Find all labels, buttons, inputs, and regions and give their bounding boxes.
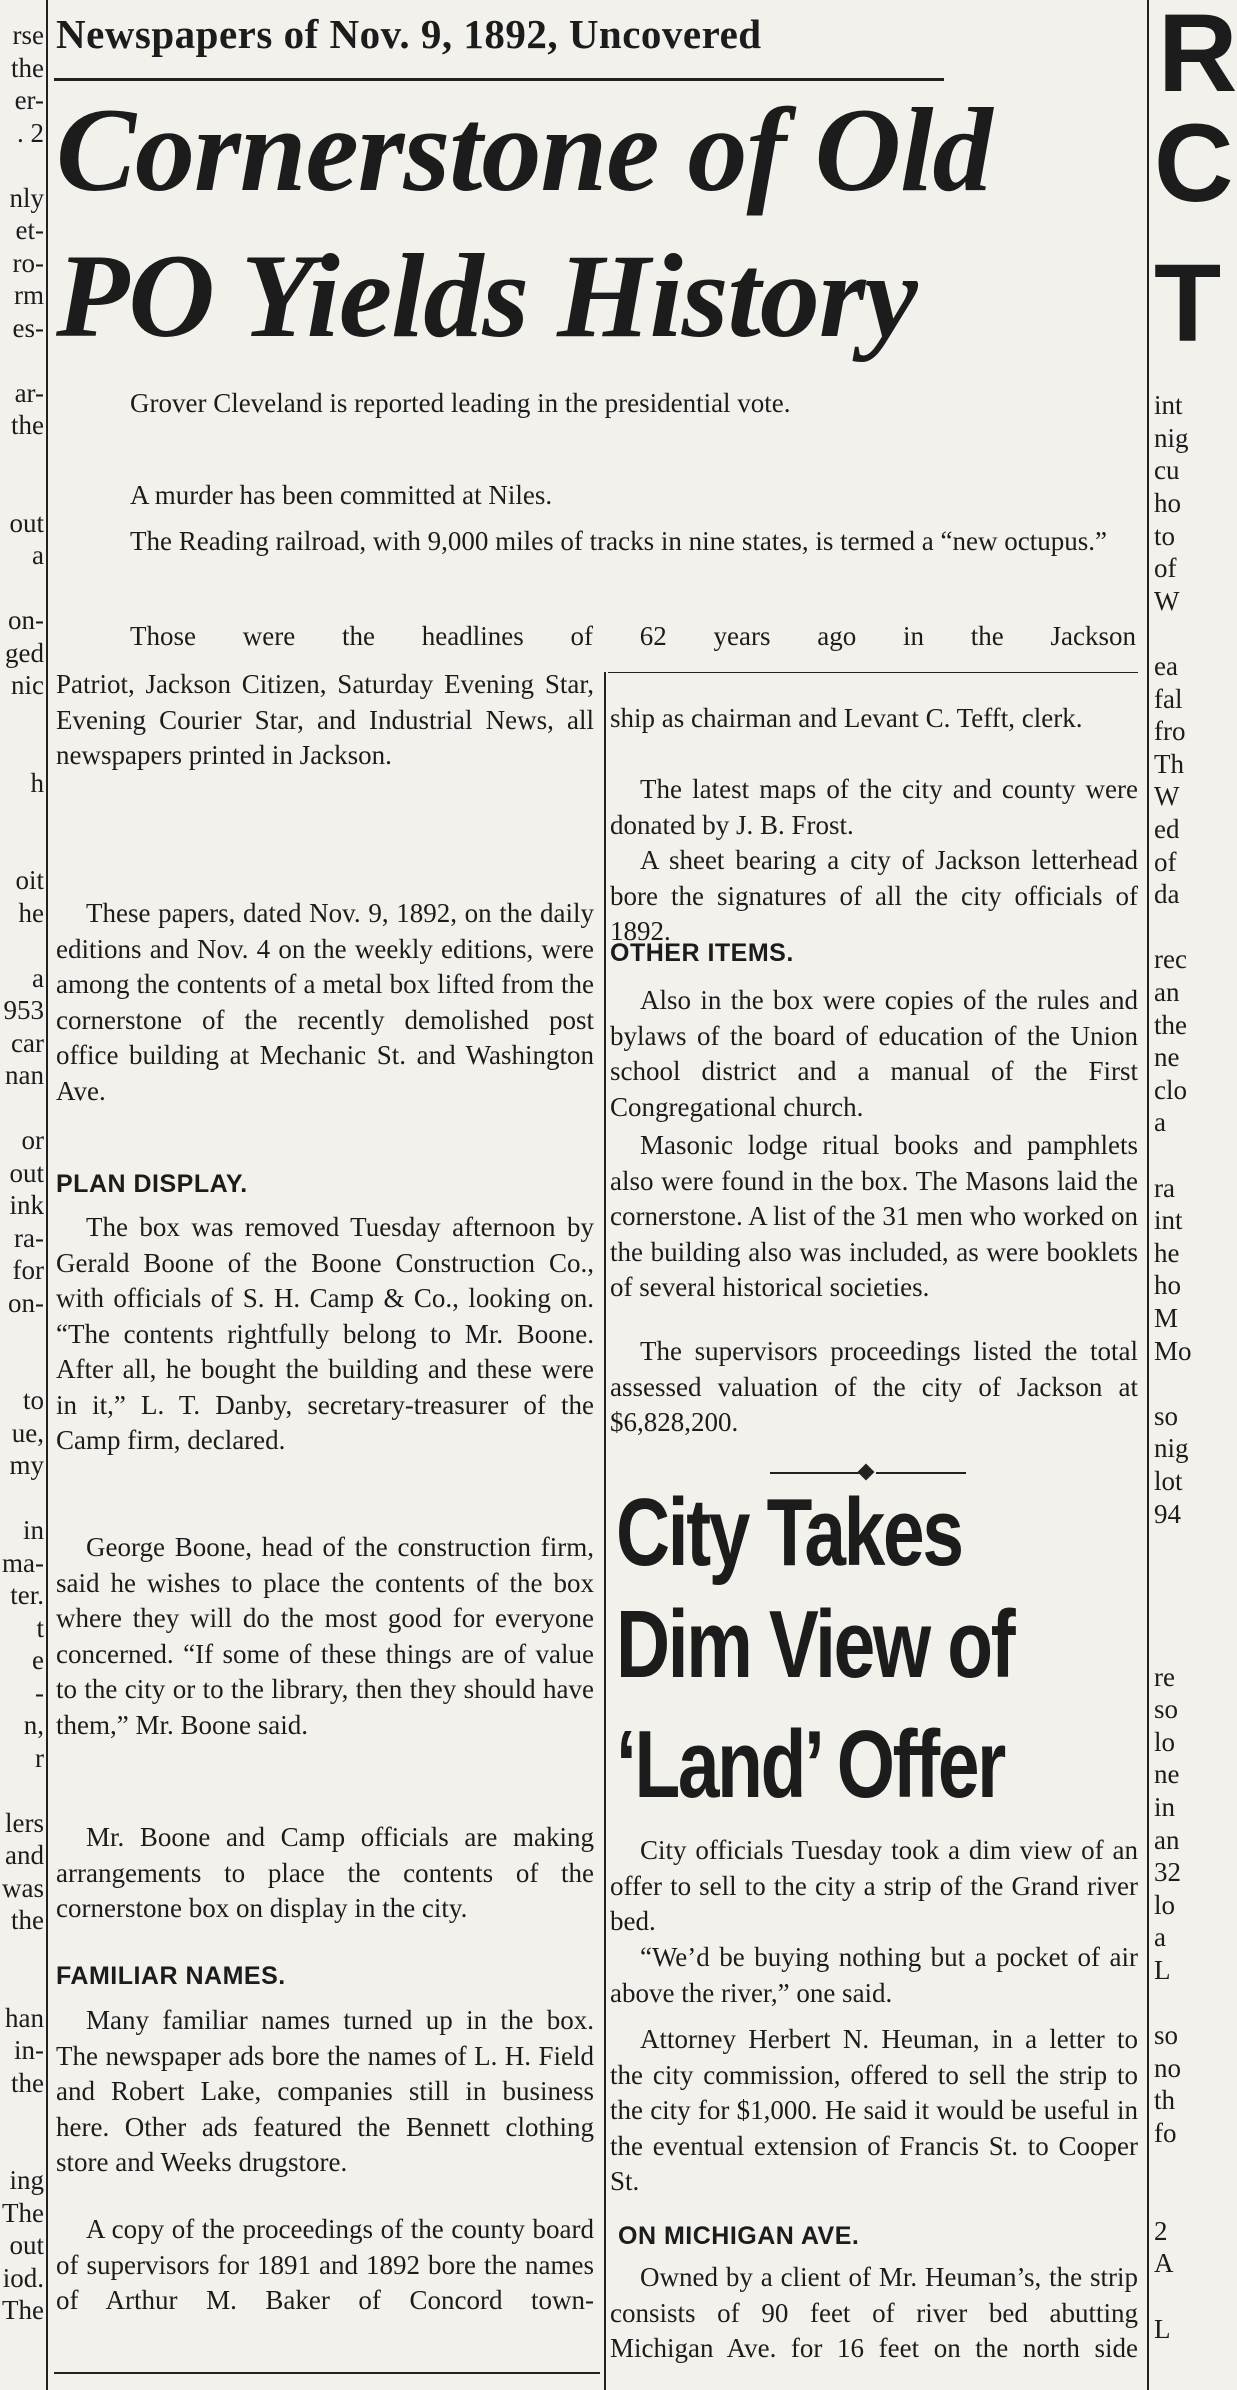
- banner-kicker: Newspapers of Nov. 9, 1892, Uncovered: [56, 11, 762, 57]
- left-fragment-line: out: [9, 2230, 44, 2260]
- story2-paragraph: Attorney Herbert N. Heuman, in a letter to the city commission, offered to sell the strip to the city for $1,000. He said it would be useful in the eventual extension of Francis St. to Cooper St.: [610, 2024, 1138, 2196]
- left-fragment-line: h: [30, 767, 44, 798]
- right-fragment-line: a: [1154, 1107, 1166, 1138]
- right-fragment-line: fo: [1154, 2118, 1177, 2148]
- left-fragment-line: to: [22, 1385, 44, 1415]
- right-fragment-line: in: [1154, 1792, 1176, 1822]
- left-fragment-line: my: [9, 1450, 44, 1480]
- right-headline-letter: C: [1154, 102, 1234, 225]
- left-fragment-line: was: [2, 1872, 44, 1903]
- left-fragment-line: et-: [15, 215, 44, 245]
- left-fragment-line: a: [32, 962, 44, 993]
- right-fragment-line: clo: [1154, 1074, 1187, 1105]
- right-fragment-line: da: [1154, 879, 1180, 910]
- banner-underline: [54, 78, 944, 81]
- right-fragment-line: W: [1154, 781, 1180, 812]
- intro-paragraph: The Reading railroad, with 9,000 miles of tracks in nine states, is termed a “new octupus.”: [130, 526, 1107, 556]
- left-fragment-line: ra-: [14, 1222, 44, 1253]
- left-fragment-line: . 2: [17, 117, 44, 148]
- right-fragment-line: an: [1154, 1824, 1180, 1855]
- left-fragment-line: ter.: [10, 1580, 44, 1610]
- right-fragment-line: so: [1154, 1400, 1179, 1431]
- left-fragment-line: out: [9, 507, 44, 538]
- left-fragment-line: -: [35, 1677, 44, 1708]
- left-fragment-line: a: [32, 540, 44, 570]
- col2-paragraph: A sheet bearing a city of Jackson letterhead bore the signatures of all the city officials of 1892.: [610, 845, 1138, 946]
- right-fragment-line: the: [1154, 1009, 1187, 1040]
- col1-paragraph: The box was removed Tuesday afternoon by Gerald Boone of the Boone Construction Co., with officials of S. H. Camp & Co., looking on. “The contents rightfully belong to Mr. Boone. After all, he bought the building and these were in it,” L. T. Danby, secretary-treasurer of the Camp firm, declared.: [56, 1212, 594, 1455]
- left-fragment-line: and: [5, 1840, 44, 1870]
- left-fragment-line: the: [11, 410, 44, 440]
- right-fragment-line: to: [1154, 520, 1176, 551]
- right-fragment-line: an: [1154, 977, 1180, 1007]
- story2-subhead: ON MICHIGAN AVE.: [618, 2222, 860, 2250]
- left-fragment-line: for: [12, 1255, 44, 1285]
- right-fragment-line: 32: [1154, 1857, 1181, 1888]
- right-fragment-line: rec: [1154, 944, 1187, 975]
- right-fragment-line: 2: [1154, 2215, 1168, 2246]
- left-column-rule: [46, 0, 48, 2390]
- left-fragment-line: The: [2, 2295, 44, 2325]
- right-fragment-line: ho: [1154, 488, 1181, 518]
- right-fragment-line: of: [1154, 553, 1177, 584]
- right-headline-letter: R: [1158, 0, 1237, 115]
- right-fragment-line: lot: [1154, 1466, 1183, 1496]
- left-fragment-line: he: [18, 897, 44, 928]
- left-fragment-line: car: [11, 1027, 44, 1058]
- col1-paragraph: A copy of the proceedings of the county board of supervisors for 1891 and 1892 bore the names of Arthur M. Baker of Concord town-: [56, 2214, 594, 2315]
- left-fragment-line: ar-: [14, 377, 44, 408]
- left-fragment-line: es-: [12, 312, 44, 343]
- left-fragment-line: nan: [5, 1060, 44, 1090]
- column-two-top-rule: [608, 672, 1138, 673]
- col1-paragraph: Mr. Boone and Camp officials are making arrangements to place the contents of the cornerstone box on display in the city.: [56, 1822, 594, 1923]
- right-fragment-line: no: [1154, 2052, 1181, 2083]
- right-fragment-line: fro: [1154, 716, 1186, 747]
- story2-paragraph: Owned by a client of Mr. Heuman’s, the strip consists of 90 feet of river bed abutting Michigan Ave. for 16 feet on the north side: [610, 2262, 1138, 2363]
- left-fragment-line: the: [11, 52, 44, 83]
- intro-paragraph: Those were the headlines of 62 years ago in the Jackson: [130, 621, 1136, 651]
- right-fragment-line: L: [1154, 1955, 1171, 1985]
- right-fragment-line: Mo: [1154, 1335, 1192, 1366]
- col1-paragraph: These papers, dated Nov. 9, 1892, on the daily editions and Nov. 4 on the weekly editions, were among the contents of a metal box lifted from the cornerstone of the recently demolished post office building at Mechanic St. and Washington Ave.: [56, 898, 594, 1106]
- right-fragment-line: ho: [1154, 1270, 1181, 1301]
- col1-subhead: PLAN DISPLAY.: [56, 1170, 248, 1198]
- headline-line-2: PO Yields History: [56, 229, 917, 362]
- story2-paragraph: City officials Tuesday took a dim view of an offer to sell to the city a strip of the Grand river bed.: [610, 1835, 1138, 1936]
- left-fragment-line: t: [36, 1612, 44, 1643]
- right-fragment-line: nig: [1154, 1433, 1189, 1464]
- right-fragment-line: ne: [1154, 1042, 1180, 1073]
- right-fragment-line: ne: [1154, 1759, 1180, 1790]
- left-fragment-line: ink: [9, 1190, 44, 1220]
- right-fragment-line: so: [1154, 1694, 1179, 1725]
- right-fragment-line: M: [1154, 1303, 1179, 1333]
- left-fragment-line: in-: [14, 2035, 44, 2065]
- right-fragment-line: lo: [1154, 1889, 1176, 1920]
- right-fragment-line: a: [1154, 1922, 1166, 1953]
- left-fragment-line: or: [21, 1125, 44, 1155]
- story2-headline-line-2: Dim View of: [616, 1591, 1014, 1698]
- story2-headline-line-3: ‘Land’ Offer: [616, 1711, 1004, 1818]
- headline-line-1: Cornerstone of Old: [56, 83, 992, 216]
- col2-paragraph: Also in the box were copies of the rules and bylaws of the board of education of the Union school district and a manual of the First Congregational church.: [610, 985, 1138, 1122]
- right-headline-letter: T: [1154, 242, 1222, 365]
- right-fragment-line: W: [1154, 585, 1180, 616]
- intro-paragraph: A murder has been committed at Niles.: [130, 480, 553, 510]
- story-separator-right: [876, 1472, 966, 1474]
- left-fragment-line: the: [11, 1905, 44, 1935]
- right-fragment-line: A: [1154, 2248, 1174, 2279]
- right-fragment-line: so: [1154, 2020, 1179, 2051]
- left-fragment-line: The: [2, 2197, 44, 2228]
- left-fragment-line: 953: [3, 995, 44, 1025]
- left-fragment-line: on-: [8, 605, 44, 635]
- story-separator-left: [770, 1472, 860, 1474]
- right-fragment-line: 94: [1154, 1498, 1181, 1529]
- right-fragment-line: int: [1154, 1205, 1183, 1236]
- story2-paragraph: “We’d be buying nothing but a pocket of air above the river,” one said.: [610, 1942, 1138, 2008]
- col1-paragraph: Many familiar names turned up in the box. The newspaper ads bore the names of L. H. Field and Robert Lake, companies still in business here. Other ads featured the Bennett clothing store and Weeks drugstore.: [56, 2005, 594, 2177]
- left-fragment-line: er-: [14, 85, 44, 115]
- col2-paragraph: ship as chairman and Levant C. Tefft, clerk.: [610, 703, 1083, 733]
- right-fragment-line: of: [1154, 846, 1177, 877]
- left-adjacent-column: [0, 18, 44, 2390]
- left-fragment-line: iod.: [2, 2262, 44, 2293]
- left-fragment-line: ma-: [2, 1547, 44, 1578]
- right-fragment-line: ed: [1154, 814, 1180, 844]
- right-fragment-line: ea: [1154, 651, 1178, 681]
- right-fragment-line: th: [1154, 2085, 1176, 2116]
- col1-subhead: FAMILIAR NAMES.: [56, 1962, 286, 1990]
- left-fragment-line: rse: [12, 20, 44, 50]
- left-fragment-line: ged: [5, 637, 44, 668]
- col2-paragraph: Masonic lodge ritual books and pamphlets also were found in the box. The Masons laid the cornerstone. A list of the 31 men who worked on the building also was included, as were booklets of several historical societies.: [610, 1130, 1138, 1302]
- right-fragment-line: ra: [1154, 1172, 1175, 1203]
- right-fragment-line: fal: [1154, 683, 1183, 714]
- left-fragment-line: nly: [9, 182, 44, 213]
- col2-paragraph: The latest maps of the city and county were donated by J. B. Frost.: [610, 774, 1138, 840]
- right-fragment-line: nig: [1154, 422, 1189, 453]
- col2-subhead: OTHER ITEMS.: [610, 939, 794, 967]
- left-fragment-line: the: [11, 2067, 44, 2098]
- right-fragment-line: int: [1154, 390, 1183, 421]
- left-fragment-line: in: [22, 1515, 44, 1545]
- left-fragment-line: lers: [5, 1807, 44, 1838]
- right-fragment-line: cu: [1154, 455, 1180, 486]
- right-fragment-line: Th: [1154, 748, 1184, 779]
- left-fragment-line: rm: [14, 280, 44, 310]
- right-fragment-line: re: [1154, 1661, 1175, 1692]
- right-column-rule: [1147, 0, 1149, 2390]
- column-one-bottom-rule: [54, 2372, 600, 2374]
- intro-paragraph: Grover Cleveland is reported leading in the presidential vote.: [130, 388, 791, 418]
- left-fragment-line: han: [5, 2002, 44, 2033]
- left-fragment-line: e: [32, 1645, 44, 1675]
- col1-paragraph: Patriot, Jackson Citizen, Saturday Evening Star, Evening Courier Star, and Industrial News, all newspapers printed in Jackson.: [56, 669, 594, 770]
- column-divider: [604, 672, 606, 2390]
- right-fragment-line: lo: [1154, 1726, 1176, 1757]
- left-fragment-line: r: [35, 1742, 44, 1773]
- left-fragment-line: oit: [15, 865, 44, 895]
- col1-paragraph: George Boone, head of the construction firm, said he wishes to place the contents of the box where they will do the most good for everyone concerned. “If some of these things are of value to the city or to the library, then they should have them,” Mr. Boone said.: [56, 1532, 594, 1740]
- left-fragment-line: on-: [8, 1287, 44, 1318]
- left-fragment-line: nic: [11, 670, 44, 700]
- col2-paragraph: The supervisors proceedings listed the total assessed valuation of the city of Jackson at $6,828,200.: [610, 1336, 1138, 1437]
- left-fragment-line: ing: [9, 2165, 44, 2195]
- left-fragment-line: ro-: [12, 247, 44, 278]
- right-adjacent-column: [1150, 0, 1237, 2390]
- right-fragment-line: he: [1154, 1237, 1180, 1268]
- left-fragment-line: n,: [23, 1710, 44, 1740]
- left-fragment-line: out: [9, 1157, 44, 1188]
- right-fragment-line: L: [1154, 2313, 1171, 2344]
- story2-headline-line-1: City Takes: [616, 1479, 962, 1586]
- left-fragment-line: ue,: [11, 1417, 44, 1448]
